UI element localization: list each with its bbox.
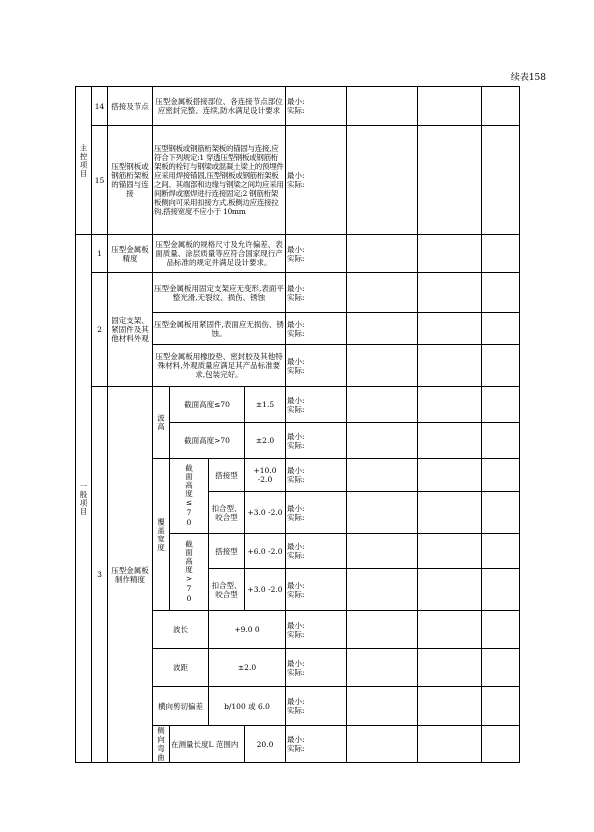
requirement: 压型金属板搭接部位、各连接节点部位应密封完整、连续,防水满足设计要求 — [153, 87, 286, 126]
blank-cell[interactable] — [418, 534, 482, 569]
tolerance: ±2.0 — [209, 649, 286, 687]
measure-cell: 最小: 实际: — [286, 492, 347, 534]
blank-cell[interactable] — [482, 345, 520, 387]
blank-cell[interactable] — [347, 459, 418, 492]
measure-cell: 最小: 实际: — [286, 611, 347, 649]
blank-cell[interactable] — [482, 649, 520, 687]
blank-cell[interactable] — [347, 235, 418, 273]
table-row — [76, 126, 520, 235]
table-row — [76, 87, 520, 126]
measure-cell: 最小: 实际: — [286, 423, 347, 459]
blank-cell[interactable] — [347, 649, 418, 687]
tolerance: 20.0 — [245, 726, 286, 763]
measure-cell: 最小: 实际: — [286, 345, 347, 387]
measure-cell: 最小: 实际: — [286, 387, 347, 423]
blank-cell[interactable] — [418, 459, 482, 492]
measure-cell: 最小: 实际: — [286, 534, 347, 569]
measure-cell: 最小: 实际: — [286, 235, 347, 273]
blank-cell[interactable] — [482, 235, 520, 273]
blank-cell[interactable] — [482, 313, 520, 345]
blank-cell[interactable] — [347, 387, 418, 423]
condition: 截面高度≤70 — [170, 459, 209, 534]
blank-cell[interactable] — [482, 492, 520, 534]
blank-cell[interactable] — [418, 235, 482, 273]
inspection-table — [75, 86, 520, 763]
requirement: 压型金属板用橡胶垫、密封胶及其他特殊材料,外观质量应满足其产品标准要求,包装完好。 — [153, 345, 286, 387]
bend-label: 侧向弯曲 — [153, 726, 170, 763]
requirement: 压型钢板或钢筋桁架板的锚固与连接,应符合下列规定:1 穿透压型钢板或钢筋桁架板的栓钉与钢梁或混凝土梁上的预埋件应采用焊接锚固,压型钢板或钢筋桁架板之间、其端部和边缘与钢梁之间均应采用间断焊或塞焊进行连接固定;2 钢筋桁架板侧向可采用扣接方式,板侧边应连接拉钩,搭接宽度不应小于 10mm — [153, 126, 286, 235]
tolerance: +3.0 -2.0 — [245, 569, 286, 611]
blank-cell[interactable] — [418, 126, 482, 235]
blank-cell[interactable] — [482, 273, 520, 313]
tolerance: +6.0 -2.0 — [245, 534, 286, 569]
item-name: 固定支架、紧固件及其他材料外观 — [108, 273, 153, 387]
tolerance: +9.0 0 — [209, 611, 286, 649]
measure-cell: 最小: 实际: — [286, 313, 347, 345]
tolerance: b/100 或 6.0 — [209, 687, 286, 726]
blank-cell[interactable] — [347, 273, 418, 313]
blank-cell[interactable] — [418, 687, 482, 726]
blank-cell[interactable] — [482, 423, 520, 459]
measure-cell: 最小: 实际: — [286, 726, 347, 763]
joint-type: 扣合型、咬合型 — [209, 569, 245, 611]
blank-cell[interactable] — [418, 423, 482, 459]
item-no: 2 — [92, 273, 108, 387]
condition: 截面高度>70 — [170, 423, 245, 459]
requirement: 压型金属板用固定支架应无变形,表面平整光滑,无裂纹、损伤、锈蚀 — [153, 273, 286, 313]
item-name: 压型钢板或钢筋桁架板的锚固与连接 — [108, 126, 153, 235]
table-row — [76, 273, 520, 313]
blank-cell[interactable] — [347, 345, 418, 387]
requirement: 压型金属板用紧固件,表面应无损伤、锈蚀。 — [153, 313, 286, 345]
measure-cell: 最小: 实际: — [286, 459, 347, 492]
blank-cell[interactable] — [347, 569, 418, 611]
joint-type: 搭接型 — [209, 534, 245, 569]
tolerance: ±2.0 — [245, 423, 286, 459]
requirement: 压型金属板的规格尺寸及允许偏差、表面质量、涂层质量等应符合国家现行产品标准的规定并满足设计要求。 — [153, 235, 286, 273]
blank-cell[interactable] — [482, 87, 520, 126]
condition: 截面高度≤70 — [170, 387, 245, 423]
wave-pitch-label: 波距 — [153, 649, 209, 687]
table-row — [76, 387, 520, 423]
blank-cell[interactable] — [418, 87, 482, 126]
blank-cell[interactable] — [418, 611, 482, 649]
item-no: 15 — [92, 126, 108, 235]
blank-cell[interactable] — [418, 726, 482, 763]
blank-cell[interactable] — [418, 387, 482, 423]
measure-cell: 最小: 实际: — [286, 649, 347, 687]
blank-cell[interactable] — [482, 569, 520, 611]
measure-cell: 最小: 实际: — [286, 87, 347, 126]
blank-cell[interactable] — [418, 492, 482, 534]
measure-cell: 最小: 实际: — [286, 569, 347, 611]
item-name: 压型金属板制作精度 — [108, 387, 153, 763]
blank-cell[interactable] — [347, 423, 418, 459]
tolerance: +3.0 -2.0 — [245, 492, 286, 534]
blank-cell[interactable] — [482, 387, 520, 423]
blank-cell[interactable] — [482, 459, 520, 492]
blank-cell[interactable] — [347, 87, 418, 126]
tolerance: +10.0 -2.0 — [245, 459, 286, 492]
measure-cell: 最小: 实际: — [286, 126, 347, 235]
table-row — [76, 235, 520, 273]
blank-cell[interactable] — [418, 649, 482, 687]
blank-cell[interactable] — [347, 687, 418, 726]
wave-height-label: 波高 — [153, 387, 170, 459]
blank-cell[interactable] — [347, 534, 418, 569]
item-name: 搭接及节点 — [108, 87, 153, 126]
tolerance: ±1.5 — [245, 387, 286, 423]
wave-length-label: 波长 — [153, 611, 209, 649]
item-no: 3 — [92, 387, 108, 763]
group-main: 主控项目 — [76, 87, 92, 235]
blank-cell[interactable] — [347, 313, 418, 345]
blank-cell[interactable] — [347, 126, 418, 235]
shear-label: 横向剪切偏差 — [153, 687, 209, 726]
measure-cell: 最小: 实际: — [286, 273, 347, 313]
cover-width-label: 覆盖宽度 — [153, 459, 170, 611]
blank-cell[interactable] — [482, 687, 520, 726]
item-no: 1 — [92, 235, 108, 273]
blank-cell[interactable] — [418, 345, 482, 387]
joint-type: 扣合型、咬合型 — [209, 492, 245, 534]
measure-cell: 最小: 实际: — [286, 687, 347, 726]
group-general: 一般项目 — [76, 235, 92, 763]
blank-cell[interactable] — [418, 313, 482, 345]
blank-cell[interactable] — [482, 126, 520, 235]
blank-cell[interactable] — [482, 534, 520, 569]
blank-cell[interactable] — [418, 569, 482, 611]
blank-cell[interactable] — [482, 611, 520, 649]
blank-cell[interactable] — [418, 273, 482, 313]
condition: 在测量长度L 范围内 — [170, 726, 245, 763]
blank-cell[interactable] — [347, 726, 418, 763]
blank-cell[interactable] — [347, 611, 418, 649]
joint-type: 搭接型 — [209, 459, 245, 492]
blank-cell[interactable] — [347, 492, 418, 534]
condition: 截面高度>70 — [170, 534, 209, 611]
item-no: 14 — [92, 87, 108, 126]
item-name: 压型金属板精度 — [108, 235, 153, 273]
blank-cell[interactable] — [482, 726, 520, 763]
page-label: 续表158 — [510, 73, 546, 83]
